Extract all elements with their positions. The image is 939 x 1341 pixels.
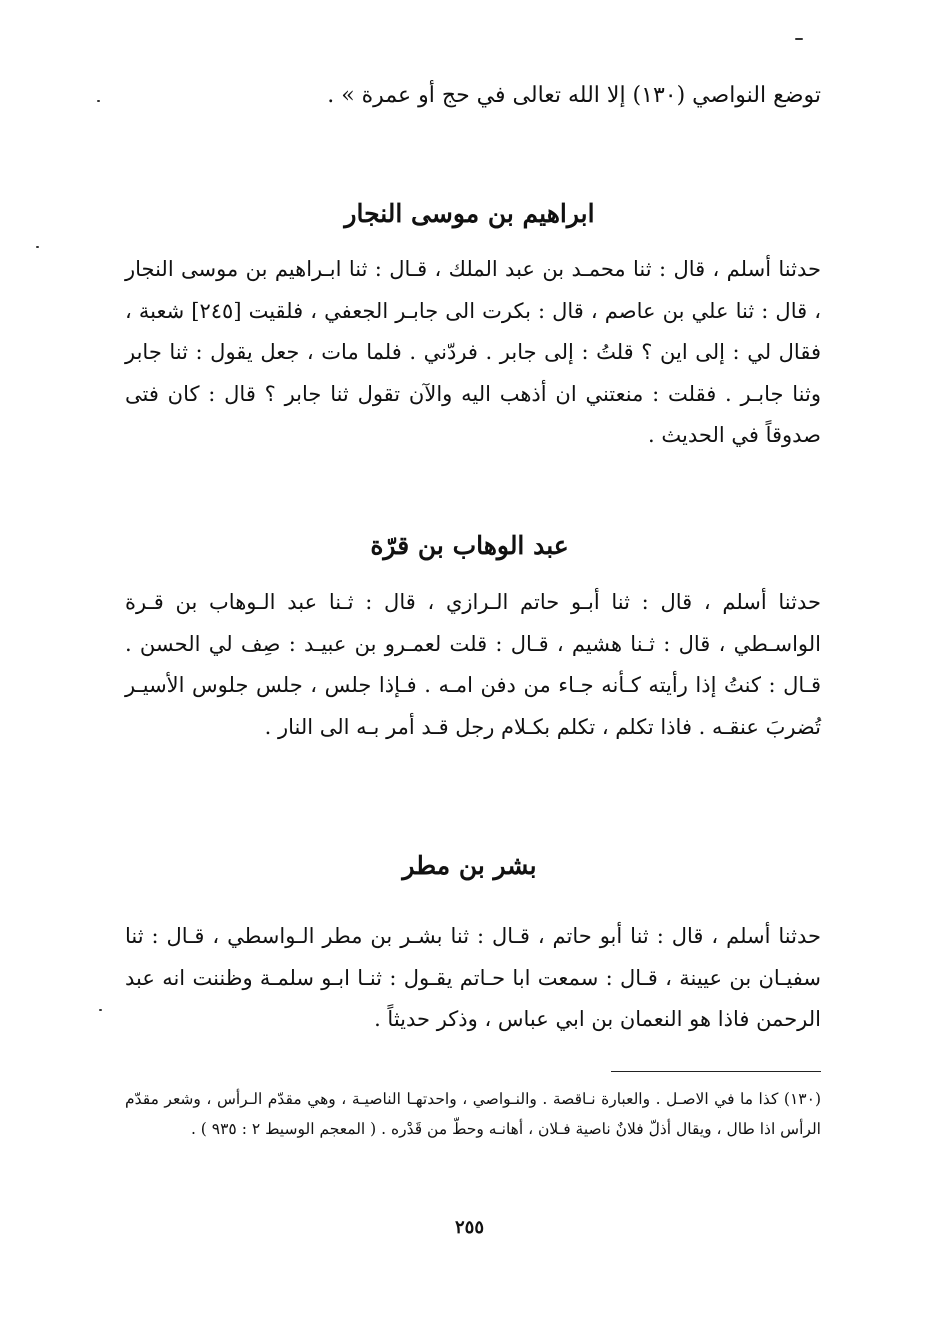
section-body-ibrahim: حدثنا أسلم ، قال : ثنا محمـد بن عبد الملك ، قـال : ثنا ابـراهيم بن موسى النجار ، قال : ثنا علي بن عاصم ، قال : بكرت الى جابـر الجعفي ، فلقيت [٢٤٥] شعبة ، فقال لي : إلى اين ؟ قلتُ : إلى جابر . فردّني . فلما مات ، جعل يقول : ثنا جابر وثنا جابـر . فقلت : منعتني ان أذهب اليه والآن تقول ثنا جابر ؟ قال : كان فتى صدوقاً في الحديث . (125, 257, 821, 447)
footnote-divider (611, 1071, 821, 1072)
section-body-abdulwahhab: حدثنا أسلم ، قال : ثنا أبـو حاتم الـرازي ، قال : ثـنا عبد الـوهاب بن قـرة الواسـطي ، قال : ثـنا هشيم ، قـال : قلت لعمـرو بن عبيـد : صِف لي الحسن . قـال : كنتُ إذا رأيته كـأنه جـاء من دفن امـه . فـإذا جلس ، جلس جلوس الأسيـر تُضربَ عنقـه . فاذا تكلم ، تكلم بكـلام رجل قـد أمر بـه الى النار . (125, 590, 821, 739)
section-heading-ibrahim: ابراهيم بن موسى النجار (344, 199, 595, 228)
page-number: ٢٥٥ (454, 1217, 484, 1238)
section-heading-bishr: بشر بن مطر (402, 851, 537, 880)
footnote-130: (١٣٠) كذا ما في الاصـل . والعبارة نـاقصة . والنـواصي ، واحدتهـا الناصيـة ، وهي مقدّم الـرأس ، وشعر مقدّم الرأس اذا طال ، ويقال أذلّ فلانٌ ناصية فـلان ، أهانـه وحطّ من قَدْره . ( المعجم الوسيط ٢ : ٩٣٥ ) . (125, 1090, 821, 1138)
scan-speck (36, 246, 39, 248)
section-body-bishr: حدثنا أسلم ، قال : ثنا أبو حاتم ، قـال : ثنا بشـر بن مطر الـواسطي ، قـال : ثنا سفيـان بن عيينة ، قـال : سمعت ابا حـاتم يقـول : ثنـا ابـو سلمـة وظننت انه عبد الرحمن فاذا هو النعمان بن ابي عباس ، وذكر حديثاً . (125, 924, 821, 1031)
section-heading-abdulwahhab: عبد الوهاب بن قرّة (370, 531, 569, 560)
scan-speck (795, 38, 803, 40)
scan-speck (97, 100, 100, 102)
continued-text-line: توضع النواصي (١٣٠) إلا الله تعالى في حج أو عمرة » . (327, 83, 821, 108)
scan-speck (99, 1009, 102, 1011)
